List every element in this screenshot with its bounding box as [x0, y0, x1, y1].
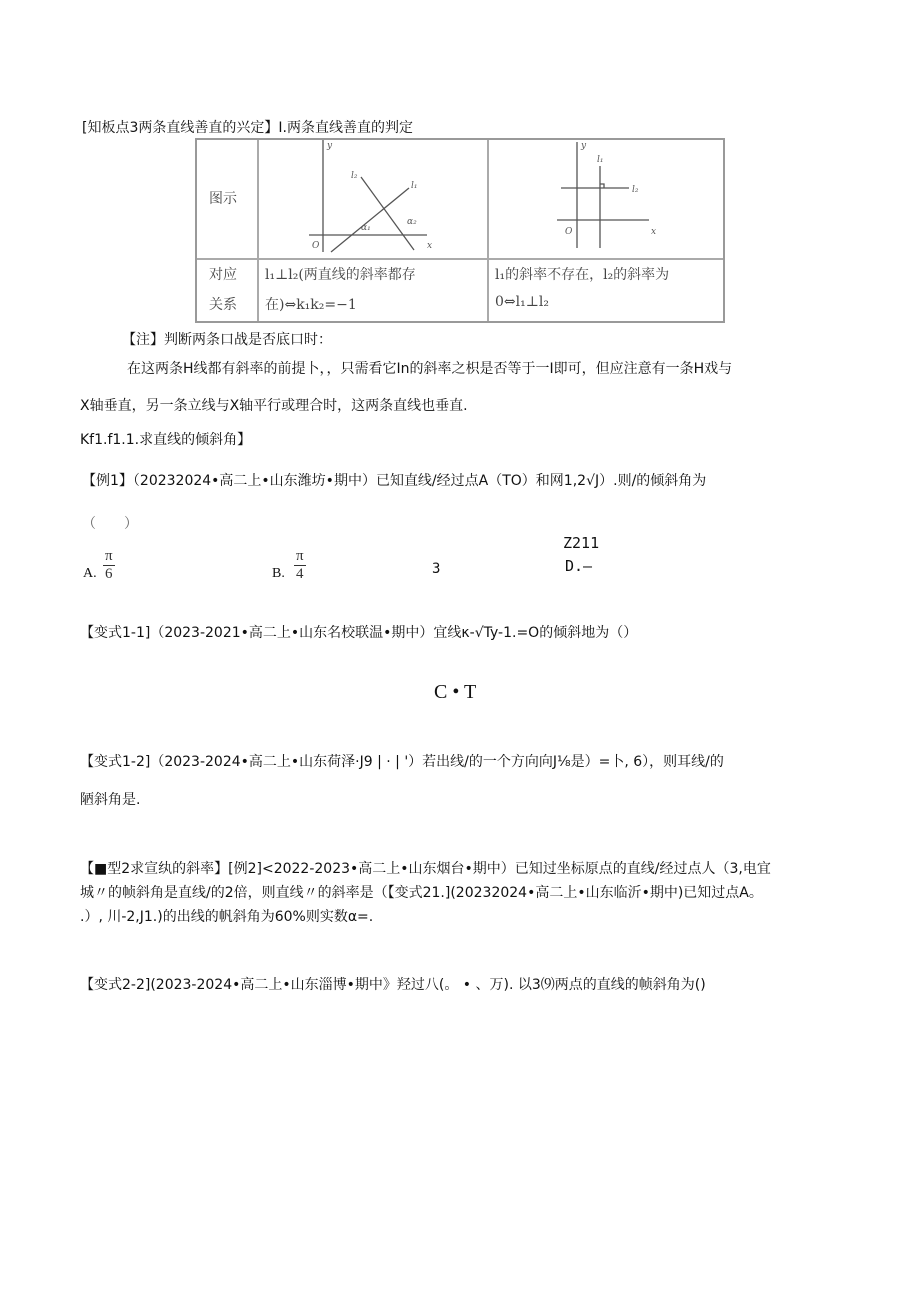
col1-relation-line1: l₁⊥l₂(两直线的斜率都存 [265, 267, 416, 283]
option-a-denominator: 6 [105, 566, 113, 582]
type2-line-3: .）, 川-2,J1.)的出线的帆斜角为60%则实数α=. [80, 909, 374, 925]
option-c-text: 3 [432, 561, 441, 577]
l2-label: l₂ [632, 185, 639, 195]
variant-2-2-question: 【变式2-2](2023-2024•高二上•山东淄博•期中》羟过八(。 • 、万). 以3⑼两点的直线的帧斜角为() [80, 977, 706, 993]
x-axis-label: x [651, 227, 657, 237]
option-d-text: D.— [565, 557, 593, 575]
origin-label: O [312, 241, 320, 251]
note-line-1: 在这两条H线都有斜率的前提卜，，只需看它In的斜率之枳是否等于一I即可，但应注意有一条H戏与 [127, 361, 733, 377]
y-axis-label: y [327, 141, 333, 151]
perpendicular-lines-table [195, 138, 725, 323]
origin-label: O [565, 227, 573, 237]
l1-label: l₁ [411, 181, 418, 191]
option-d-top: Z211 [563, 534, 600, 552]
y-axis-label: y [581, 141, 587, 151]
option-a-fraction [103, 548, 115, 583]
section1-title: Kf1.f1.1.求直线的倾斜角】 [80, 432, 252, 448]
section-heading: [知板点3两条直线善直的兴定】I.两条直线善直的判定 [82, 120, 413, 136]
option-b-numerator: π [296, 548, 304, 564]
option-a-numerator: π [105, 548, 113, 564]
note-line-2: X轴垂直，另一条立线与X轴平行或理合时，这两条直线也垂直. [80, 398, 468, 414]
row-label-relation-a: 对应 [209, 267, 237, 283]
note-title: 【注】判断两条口战是否底口时： [122, 332, 332, 348]
l1-label: l₁ [597, 155, 604, 165]
alpha2-label: α₂ [407, 217, 417, 227]
col2-relation-line2: 0⇔l₁⊥l₂ [495, 294, 549, 310]
l2-label: l₂ [351, 171, 358, 181]
diagram-sloped-lines [259, 140, 487, 256]
option-a-label: A. [83, 566, 97, 581]
variant-1-1-option: C • T [434, 681, 477, 703]
type2-line-2: 城〃的帧斜角是直线/的2倍，则直线〃的斜率是（【变式21.](20232024•高二上•山东临沂•期中)已知过点A。 [80, 885, 763, 901]
option-b-fraction [294, 548, 306, 583]
option-b-label: B. [272, 566, 285, 581]
row-label-relation-b: 关系 [209, 297, 237, 313]
option-b-denominator: 4 [296, 566, 304, 582]
example1-question: 【例1】（20232024•高二上•山东潍坊•期中）已知直线/经过点A（TO）和网1,2√J）.则/的倾斜角为 [82, 473, 707, 489]
variant-1-1-question: 【变式1-1]（2023-2021•高二上•山东名校联温•期中）宜线κ-√Ty-1.=O的倾斜地为（） [80, 625, 638, 641]
example1-answer-paren: （ ） [82, 516, 138, 532]
x-axis-label: x [427, 241, 433, 251]
type2-line-1: 【■型2求宣纨的斜率】[例2]<2022-2023•高二上•山东烟台•期中）已知过坐标原点的直线/经过点人（3,电宜 [80, 861, 771, 877]
variant-1-2-line-1: 【变式1-2]（2023-2024•高二上•山东荷泽·J9 | · | '）若出线/的一个方向向J⅛是）=卜, 6），则耳线/的 [80, 754, 724, 770]
row-label-diagram: 图示 [209, 191, 237, 207]
variant-1-2-line-2: 陋斜角是. [80, 792, 141, 808]
alpha1-label: α₁ [361, 223, 371, 233]
col1-relation-line2: 在)⇔k₁k₂=−1 [265, 297, 357, 313]
diagram-axis-parallel-lines [489, 140, 725, 256]
col2-relation-line1: l₁的斜率不存在，l₂的斜率为 [495, 267, 670, 283]
